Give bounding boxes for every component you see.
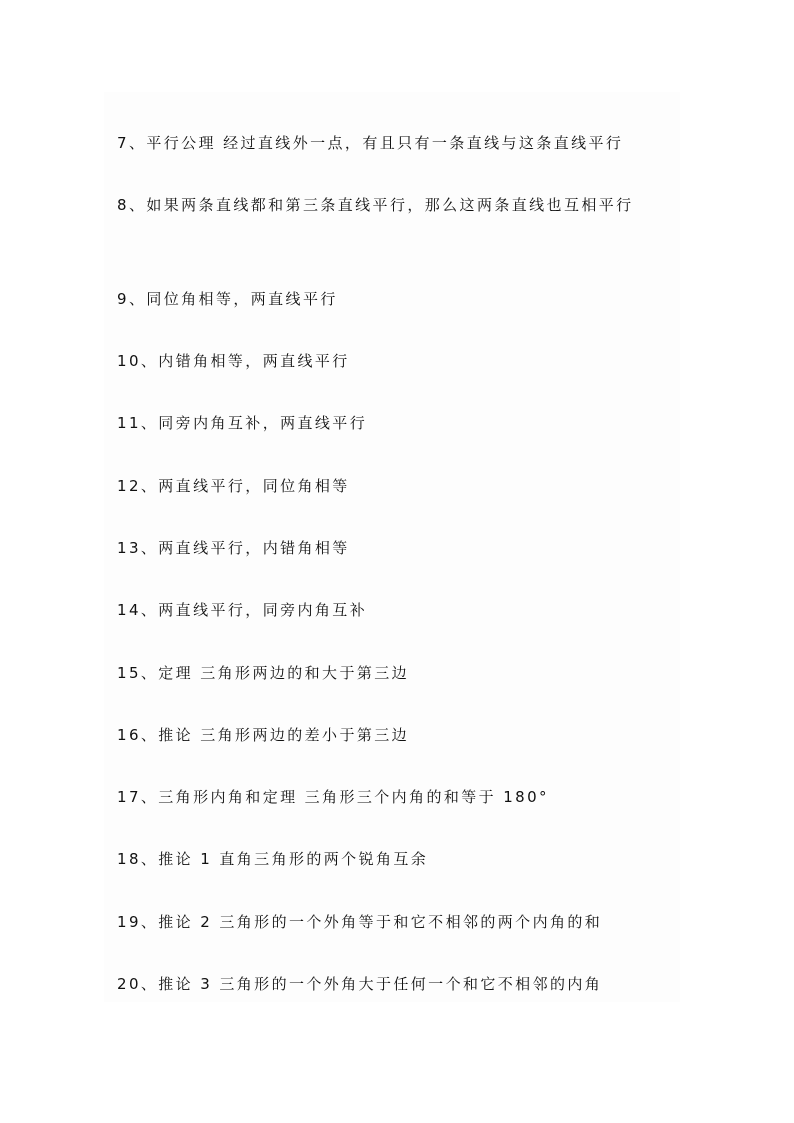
list-item: 7、平行公理 经过直线外一点，有且只有一条直线与这条直线平行: [117, 134, 624, 152]
list-item: 20、推论 3 三角形的一个外角大于任何一个和它不相邻的内角: [117, 975, 603, 993]
list-item: 9、同位角相等，两直线平行: [117, 290, 338, 308]
list-item: 17、三角形内角和定理 三角形三个内角的和等于 180°: [117, 788, 549, 806]
list-item: 14、两直线平行，同旁内角互补: [117, 601, 368, 619]
list-item: 11、同旁内角互补，两直线平行: [117, 414, 368, 432]
list-item: 8、如果两条直线都和第三条直线平行，那么这两条直线也互相平行: [117, 196, 634, 214]
list-item: 10、内错角相等，两直线平行: [117, 352, 350, 370]
list-item: 12、两直线平行，同位角相等: [117, 477, 350, 495]
list-item: 15、定理 三角形两边的和大于第三边: [117, 664, 410, 682]
list-item: 18、推论 1 直角三角形的两个锐角互余: [117, 850, 429, 868]
document-body: [104, 92, 680, 1002]
list-item: 16、推论 三角形两边的差小于第三边: [117, 726, 410, 744]
list-item: 13、两直线平行，内错角相等: [117, 539, 350, 557]
list-item: 19、推论 2 三角形的一个外角等于和它不相邻的两个内角的和: [117, 913, 603, 931]
